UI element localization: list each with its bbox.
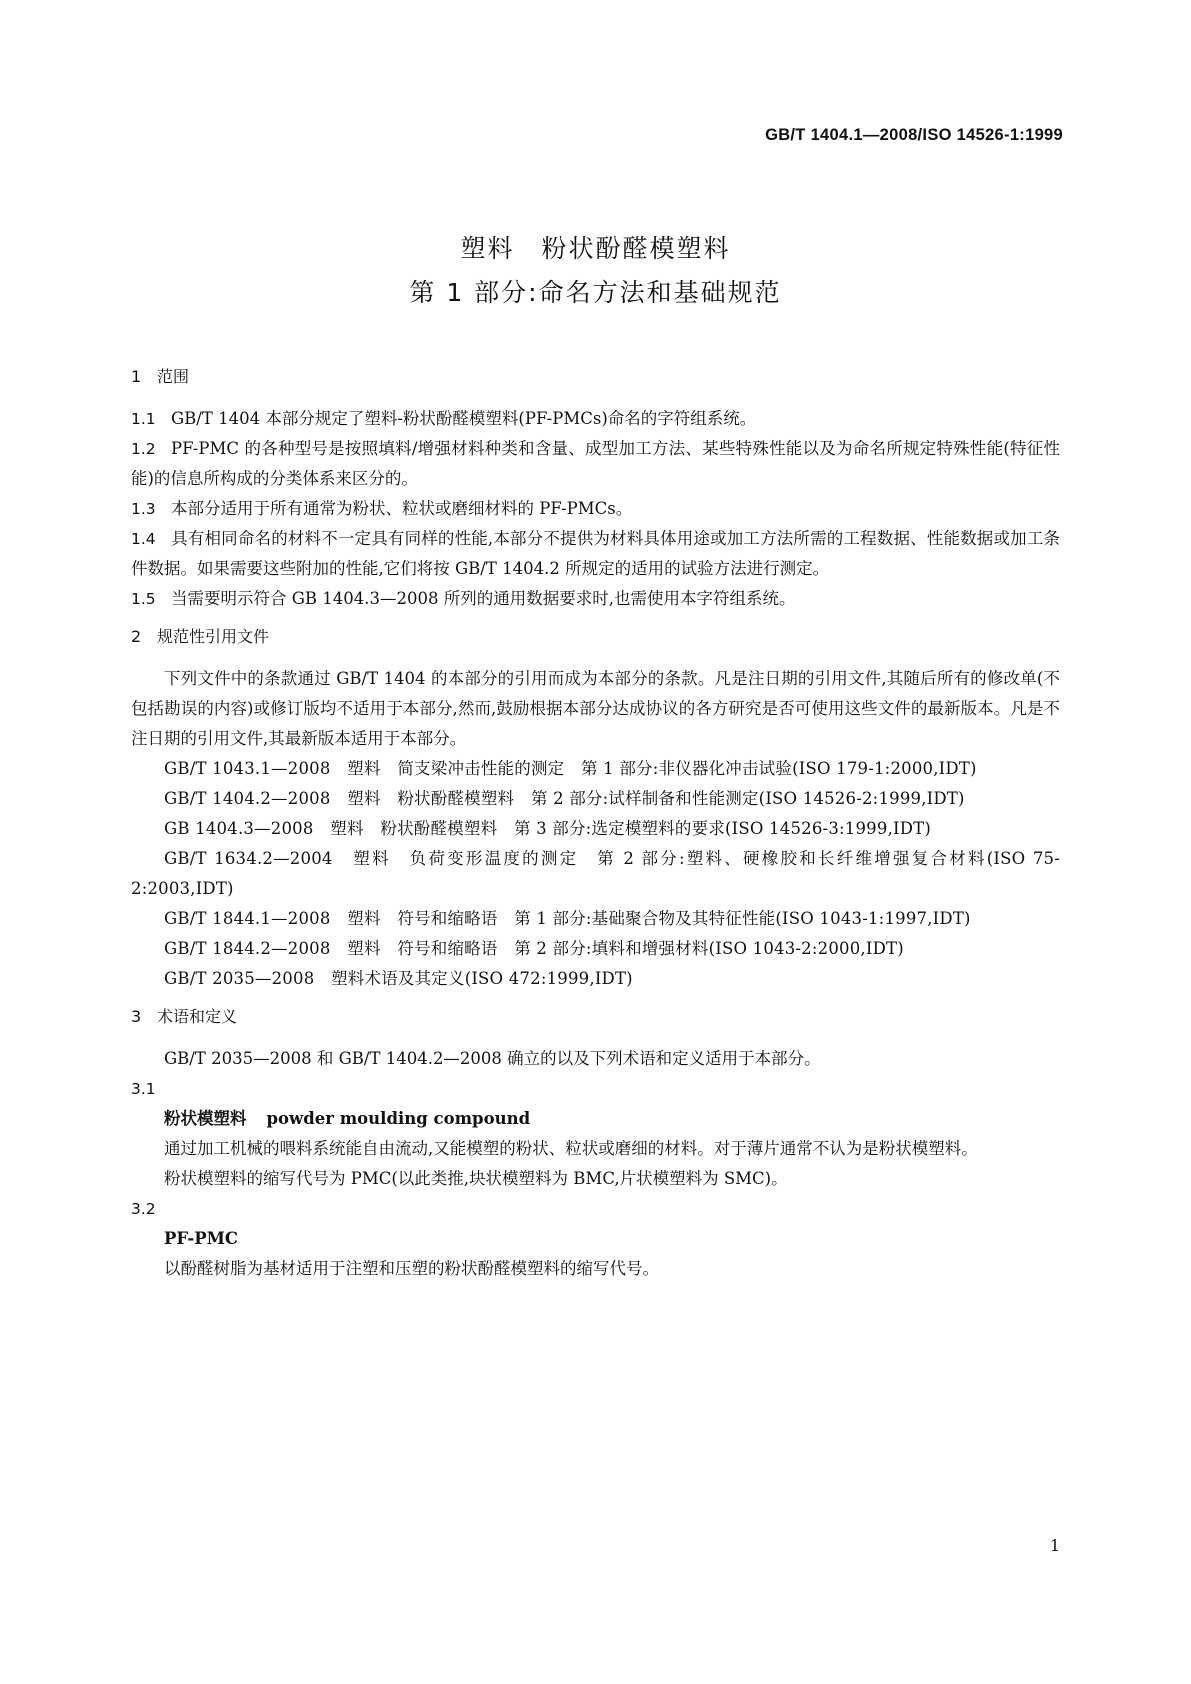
reference-item: GB/T 1043.1—2008 塑料 简支梁冲击性能的测定 第 1 部分:非仪器化冲击试验(ISO 179-1:2000,IDT) bbox=[164, 759, 977, 778]
clause-1-3: 1.3 本部分适用于所有通常为粉状、粒状或磨细材料的 PF-PMCs。 bbox=[131, 499, 633, 518]
reference-item: GB/T 2035—2008 塑料术语及其定义(ISO 472:1999,IDT) bbox=[164, 969, 633, 988]
section-2-intro: 下列文件中的条款通过 GB/T 1404 的本部分的引用而成为本部分的条款。凡是注日期的引用文件,其随后所有的修改单(不包括勘误的内容)或修订版均不适用于本部分,然而,鼓励根据本部分达成协议的各方研究是否可使用这些文件的最新版本。凡是不注日期的引用文件,其最新版本适用于本部分。 bbox=[131, 669, 1060, 748]
section-3-heading bbox=[131, 1002, 1060, 1032]
clause-1-2: 1.2 PF-PMC 的各种型号是按照填料/增强材料种类和含量、成型加工方法、某些特殊性能以及为命名所规定特殊性能(特征性能)的信息所构成的分类体系来区分的。 bbox=[131, 439, 1060, 488]
reference-item: GB 1404.3—2008 塑料 粉状酚醛模塑料 第 3 部分:选定模塑料的要求(ISO 14526-3:1999,IDT) bbox=[164, 819, 931, 838]
document-body bbox=[131, 362, 1060, 1284]
term-name: 粉状模塑料 powder moulding compound bbox=[164, 1109, 531, 1128]
standard-code: GB/T 1404.1—2008/ISO 14526-1:1999 bbox=[765, 126, 1063, 144]
term-number: 3.2 bbox=[131, 1200, 156, 1218]
term-definition: 通过加工机械的喂料系统能自由流动,又能模塑的粉状、粒状或磨细的材料。对于薄片通常不认为是粉状模塑料。 bbox=[164, 1139, 978, 1158]
section-number: 2 bbox=[131, 627, 142, 646]
term-name: PF-PMC bbox=[164, 1229, 239, 1248]
clause-1-4: 1.4 具有相同命名的材料不一定具有同样的性能,本部分不提供为材料具体用途或加工方法所需的工程数据、性能数据或加工条件数据。如果需要这些附加的性能,它们将按 GB/T 1404.2 所规定的适用的试验方法进行测定。 bbox=[131, 529, 1060, 578]
title-line-1: 塑料 粉状酚醛模塑料 bbox=[460, 234, 731, 263]
page-number: 1 bbox=[1049, 1536, 1060, 1555]
reference-item: GB/T 1844.2—2008 塑料 符号和缩略语 第 2 部分:填料和增强材料(ISO 1043-2:2000,IDT) bbox=[164, 939, 904, 958]
term-definition: 以酚醛树脂为基材适用于注塑和压塑的粉状酚醛模塑料的缩写代号。 bbox=[164, 1259, 659, 1278]
section-title: 范围 bbox=[157, 367, 190, 386]
term-number: 3.1 bbox=[131, 1080, 156, 1098]
title-line-2: 第 1 部分:命名方法和基础规范 bbox=[409, 278, 782, 307]
section-3-intro: GB/T 2035—2008 和 GB/T 1404.2—2008 确立的以及下列术语和定义适用于本部分。 bbox=[164, 1049, 821, 1068]
reference-item: GB/T 1404.2—2008 塑料 粉状酚醛模塑料 第 2 部分:试样制备和性能测定(ISO 14526-2:1999,IDT) bbox=[164, 789, 965, 808]
section-title: 术语和定义 bbox=[157, 1007, 238, 1026]
section-2-heading bbox=[131, 622, 1060, 652]
term-note: 粉状模塑料的缩写代号为 PMC(以此类推,块状模塑料为 BMC,片状模塑料为 SMC)。 bbox=[164, 1169, 788, 1188]
reference-item: GB/T 1844.1—2008 塑料 符号和缩略语 第 1 部分:基础聚合物及其特征性能(ISO 1043-1:1997,IDT) bbox=[164, 909, 971, 928]
clause-1-1: 1.1 GB/T 1404 本部分规定了塑料-粉状酚醛模塑料(PF-PMCs)命名的字符组系统。 bbox=[131, 409, 757, 428]
section-number: 1 bbox=[131, 367, 142, 386]
section-1-heading bbox=[131, 362, 1060, 392]
reference-item: GB/T 1634.2—2004 塑料 负荷变形温度的测定 第 2 部分:塑料、硬橡胶和长纤维增强复合材料(ISO 75-2:2003,IDT) bbox=[131, 849, 1060, 898]
section-number: 3 bbox=[131, 1007, 142, 1026]
clause-1-5: 1.5 当需要明示符合 GB 1404.3—2008 所列的通用数据要求时,也需使用本字符组系统。 bbox=[131, 589, 796, 608]
section-title: 规范性引用文件 bbox=[157, 627, 270, 646]
